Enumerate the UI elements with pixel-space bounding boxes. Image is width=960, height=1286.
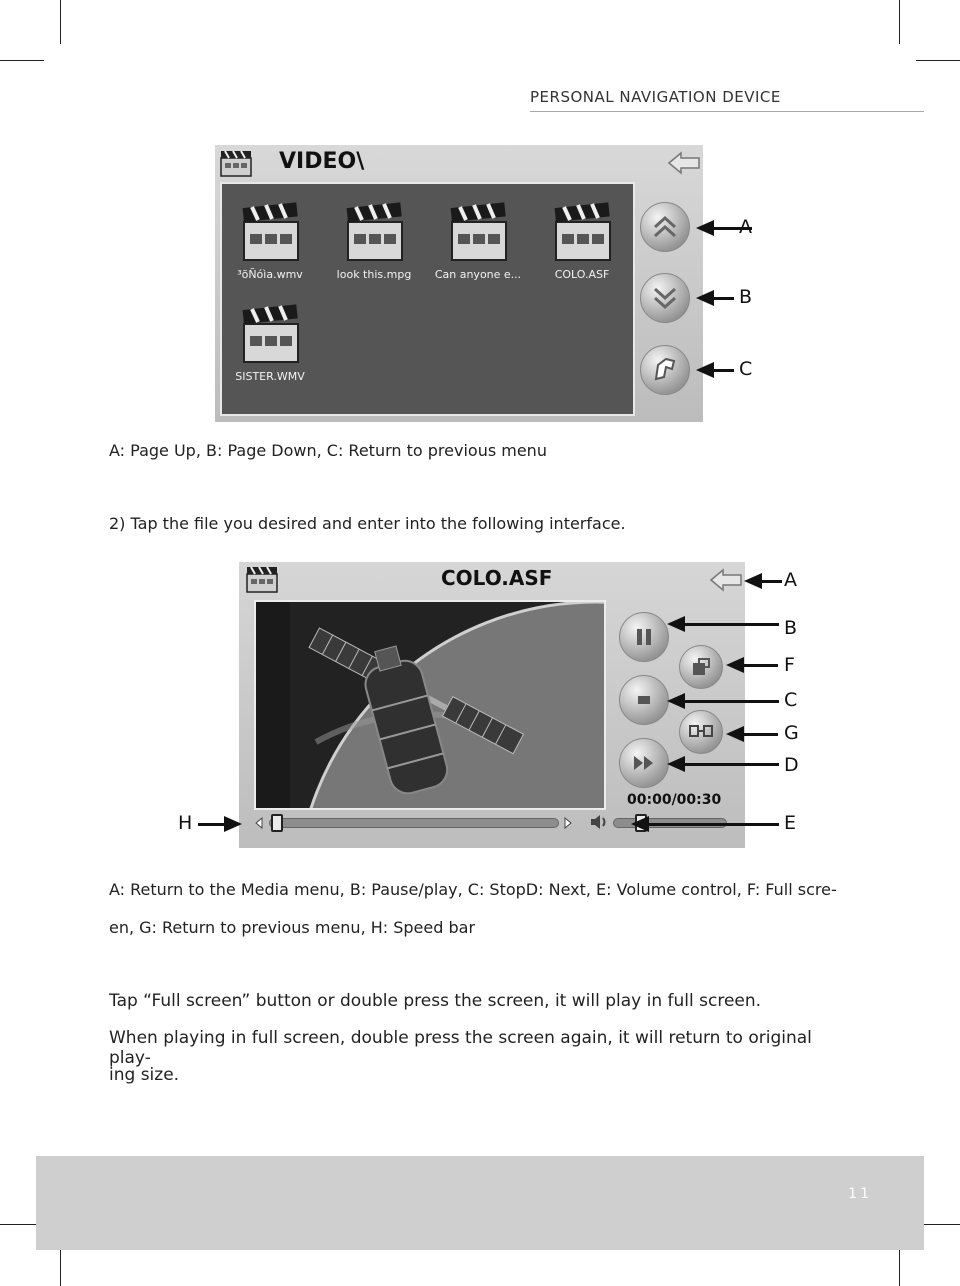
page-up-button[interactable] — [640, 202, 690, 252]
file-name: Can anyone e... — [434, 268, 522, 281]
callout-label: C — [739, 358, 753, 380]
caption-2-line-1: A: Return to the Media menu, B: Pause/play, C: StopD: Next, E: Volume control, F: Full scre- — [109, 880, 837, 899]
page-header: PERSONAL NAVIGATION DEVICE — [530, 88, 781, 106]
video-display[interactable] — [254, 600, 606, 810]
return-button[interactable] — [679, 710, 723, 754]
callout-arrow — [198, 823, 226, 826]
next-button[interactable] — [619, 738, 669, 788]
callout-arrow — [742, 664, 778, 667]
video-file-icon — [238, 304, 302, 366]
screen-title: VIDEO\ — [279, 149, 365, 174]
file-name: ³õÑóìa.wmv — [237, 268, 303, 281]
video-file-icon — [342, 202, 406, 264]
header-rule — [530, 111, 924, 112]
back-arrow-icon[interactable] — [667, 151, 701, 175]
page-number: 11 — [848, 1186, 872, 1202]
clapperboard-icon — [219, 148, 253, 178]
callout-arrow — [742, 733, 778, 736]
crop-mark — [60, 0, 61, 44]
file-name: COLO.ASF — [554, 268, 610, 281]
body-line-3: ing size. — [109, 1065, 180, 1085]
video-title: COLO.ASF — [441, 566, 553, 590]
caption-2-line-2: en, G: Return to previous menu, H: Speed bar — [109, 918, 476, 937]
file-item[interactable] — [324, 202, 424, 281]
return-icon — [650, 355, 680, 385]
pause-play-button[interactable] — [619, 612, 669, 662]
return-button[interactable] — [640, 345, 690, 395]
volume-icon — [589, 813, 609, 831]
playback-time: 00:00/00:30 — [627, 792, 722, 808]
callout-label: F — [784, 654, 795, 676]
callout-label: A — [739, 216, 752, 238]
file-item[interactable] — [532, 202, 632, 281]
fast-forward-icon — [631, 751, 657, 775]
callout-label: A — [784, 569, 797, 591]
crop-mark — [0, 60, 44, 61]
file-name: look this.mpg — [336, 268, 412, 281]
callout-label: E — [784, 812, 797, 834]
speed-bar-handle[interactable] — [271, 814, 283, 832]
caption-1: A: Page Up, B: Page Down, C: Return to previous menu — [109, 441, 547, 460]
file-item[interactable] — [428, 202, 528, 281]
callout-label: H — [178, 812, 193, 834]
instruction-text: 2) Tap the file you desired and enter into the following interface. — [109, 514, 626, 533]
callout-arrow — [647, 823, 779, 826]
body-line-1: Tap “Full screen” button or double press the screen, it will play in full screen. — [109, 991, 762, 1011]
full-screen-icon — [690, 656, 712, 678]
satellite-video-frame — [256, 602, 604, 808]
callout-arrow — [760, 580, 782, 583]
callout-arrow — [683, 763, 779, 766]
callout-label: D — [784, 754, 799, 776]
forward-icon — [561, 816, 575, 830]
clapperboard-icon — [245, 564, 279, 594]
callout-arrow — [712, 297, 734, 300]
file-item[interactable] — [220, 202, 320, 281]
double-chevron-up-icon — [650, 212, 680, 242]
speed-bar[interactable] — [269, 818, 559, 828]
crop-mark — [916, 60, 960, 61]
pause-icon — [632, 625, 656, 649]
callout-label: B — [784, 617, 798, 639]
back-arrow-icon[interactable] — [709, 568, 743, 592]
video-browser-screen — [215, 145, 703, 422]
page-down-button[interactable] — [640, 273, 690, 323]
video-file-icon — [238, 202, 302, 264]
stop-icon — [632, 688, 656, 712]
callout-label: G — [784, 722, 799, 744]
callout-label: C — [784, 689, 798, 711]
file-panel — [220, 182, 635, 416]
file-item[interactable] — [220, 304, 320, 383]
crop-mark — [899, 0, 900, 44]
body-line-2: When playing in full screen, double press the screen again, it will return to original play- — [109, 1028, 812, 1068]
page-footer — [36, 1156, 924, 1250]
file-name: SISTER.WMV — [235, 370, 305, 383]
callout-label: B — [739, 286, 753, 308]
full-screen-button[interactable] — [679, 645, 723, 689]
stop-button[interactable] — [619, 675, 669, 725]
rewind-icon — [254, 816, 268, 830]
callout-arrow — [712, 369, 734, 372]
callout-arrow — [683, 700, 779, 703]
callout-arrow — [683, 623, 779, 626]
double-chevron-down-icon — [650, 283, 680, 313]
return-icon — [688, 721, 714, 743]
video-file-icon — [446, 202, 510, 264]
video-file-icon — [550, 202, 614, 264]
